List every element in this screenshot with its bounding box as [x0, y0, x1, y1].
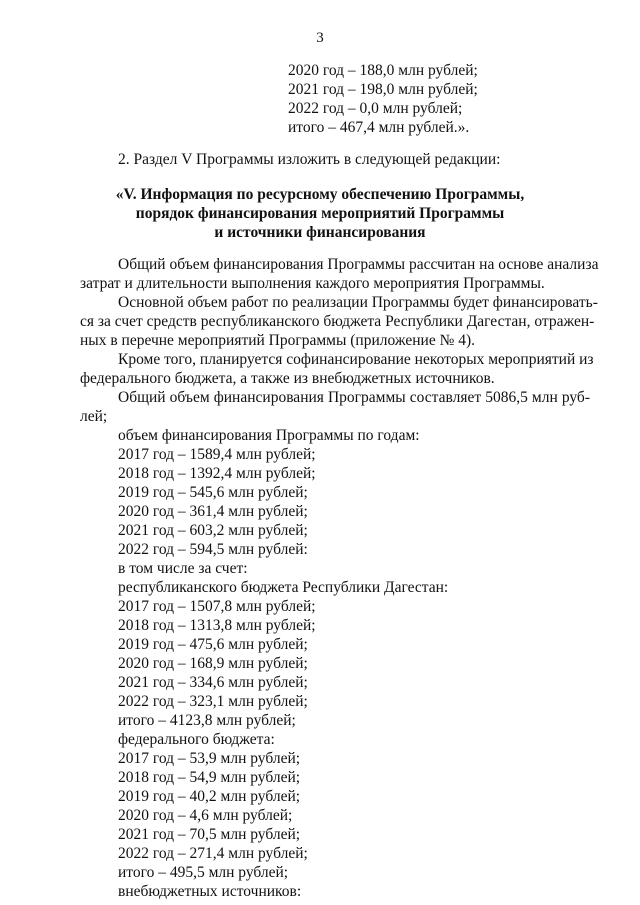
list-item: 2019 год – 475,6 млн рублей; [118, 636, 308, 653]
list-total: итого – 495,5 млн рублей; [118, 864, 289, 881]
paragraph-line: Кроме того, планируется софинансирование некоторых мероприятий из [118, 351, 594, 368]
section-heading-line: «V. Информация по ресурсному обеспечению Программы, [115, 186, 525, 203]
list-item: 2022 год – 594,5 млн рублей: [118, 541, 308, 558]
list-title: объем финансирования Программы по годам: [118, 427, 420, 444]
list-item: 2022 год – 271,4 млн рублей; [118, 845, 308, 862]
paragraph-line: ных в перечне мероприятий Программы (приложение № 4). [80, 332, 476, 349]
list-item: 2021 год – 334,6 млн рублей; [118, 674, 308, 691]
page-number: 3 [316, 30, 324, 46]
list-item: 2018 год – 54,9 млн рублей; [118, 769, 301, 786]
list-item: 2021 год – 603,2 млн рублей; [118, 522, 308, 539]
list-item: 2018 год – 1392,4 млн рублей; [118, 465, 316, 482]
list-item: 2020 год – 4,6 млн рублей; [118, 807, 293, 824]
paragraph-line: ся за счет средств республиканского бюджета Республики Дагестан, отражен- [80, 313, 595, 330]
list-item: 2017 год – 1507,8 млн рублей; [118, 598, 316, 615]
section-instruction: 2. Раздел V Программы изложить в следующей редакции: [118, 151, 501, 168]
paragraph-line: Общий объем финансирования Программы рассчитан на основе анализа [118, 256, 599, 273]
top-list-item: 2022 год – 0,0 млн рублей; [288, 100, 463, 117]
top-list-item: 2020 год – 188,0 млн рублей; [288, 62, 478, 79]
top-list-total: итого – 467,4 млн рублей.». [288, 119, 470, 136]
list-item: 2019 год – 40,2 млн рублей; [118, 788, 301, 805]
list-item: 2017 год – 53,9 млн рублей; [118, 750, 301, 767]
list-total: итого – 4123,8 млн рублей; [118, 712, 296, 729]
list-title: федерального бюджета: [118, 731, 275, 748]
list-item: 2017 год – 1589,4 млн рублей; [118, 446, 316, 463]
list-item: 2020 год – 168,9 млн рублей; [118, 655, 308, 672]
list-title: внебюджетных источников: [118, 883, 302, 900]
list-item: 2018 год – 1313,8 млн рублей; [118, 617, 316, 634]
section-heading-line: и источники финансирования [214, 224, 426, 241]
list-item: 2020 год – 361,4 млн рублей; [118, 503, 308, 520]
top-list-item: 2021 год – 198,0 млн рублей; [288, 81, 478, 98]
list-title: республиканского бюджета Республики Дагестан: [118, 579, 449, 596]
paragraph-line: федерального бюджета, а также из внебюджетных источников. [80, 370, 495, 387]
section-heading-line: порядок финансирования мероприятий Программы [135, 205, 505, 222]
list-item: 2019 год – 545,6 млн рублей; [118, 484, 308, 501]
paragraph-line: Общий объем финансирования Программы составляет 5086,5 млн руб- [118, 389, 590, 406]
including-label: в том числе за счет: [118, 560, 248, 577]
paragraph-line: лей; [80, 408, 108, 425]
paragraph-line: Основной объем работ по реализации Программы будет финансировать- [118, 294, 598, 311]
list-item: 2022 год – 323,1 млн рублей; [118, 693, 308, 710]
paragraph-line: затрат и длительности выполнения каждого мероприятия Программы. [80, 275, 545, 292]
list-item: 2021 год – 70,5 млн рублей; [118, 826, 301, 843]
